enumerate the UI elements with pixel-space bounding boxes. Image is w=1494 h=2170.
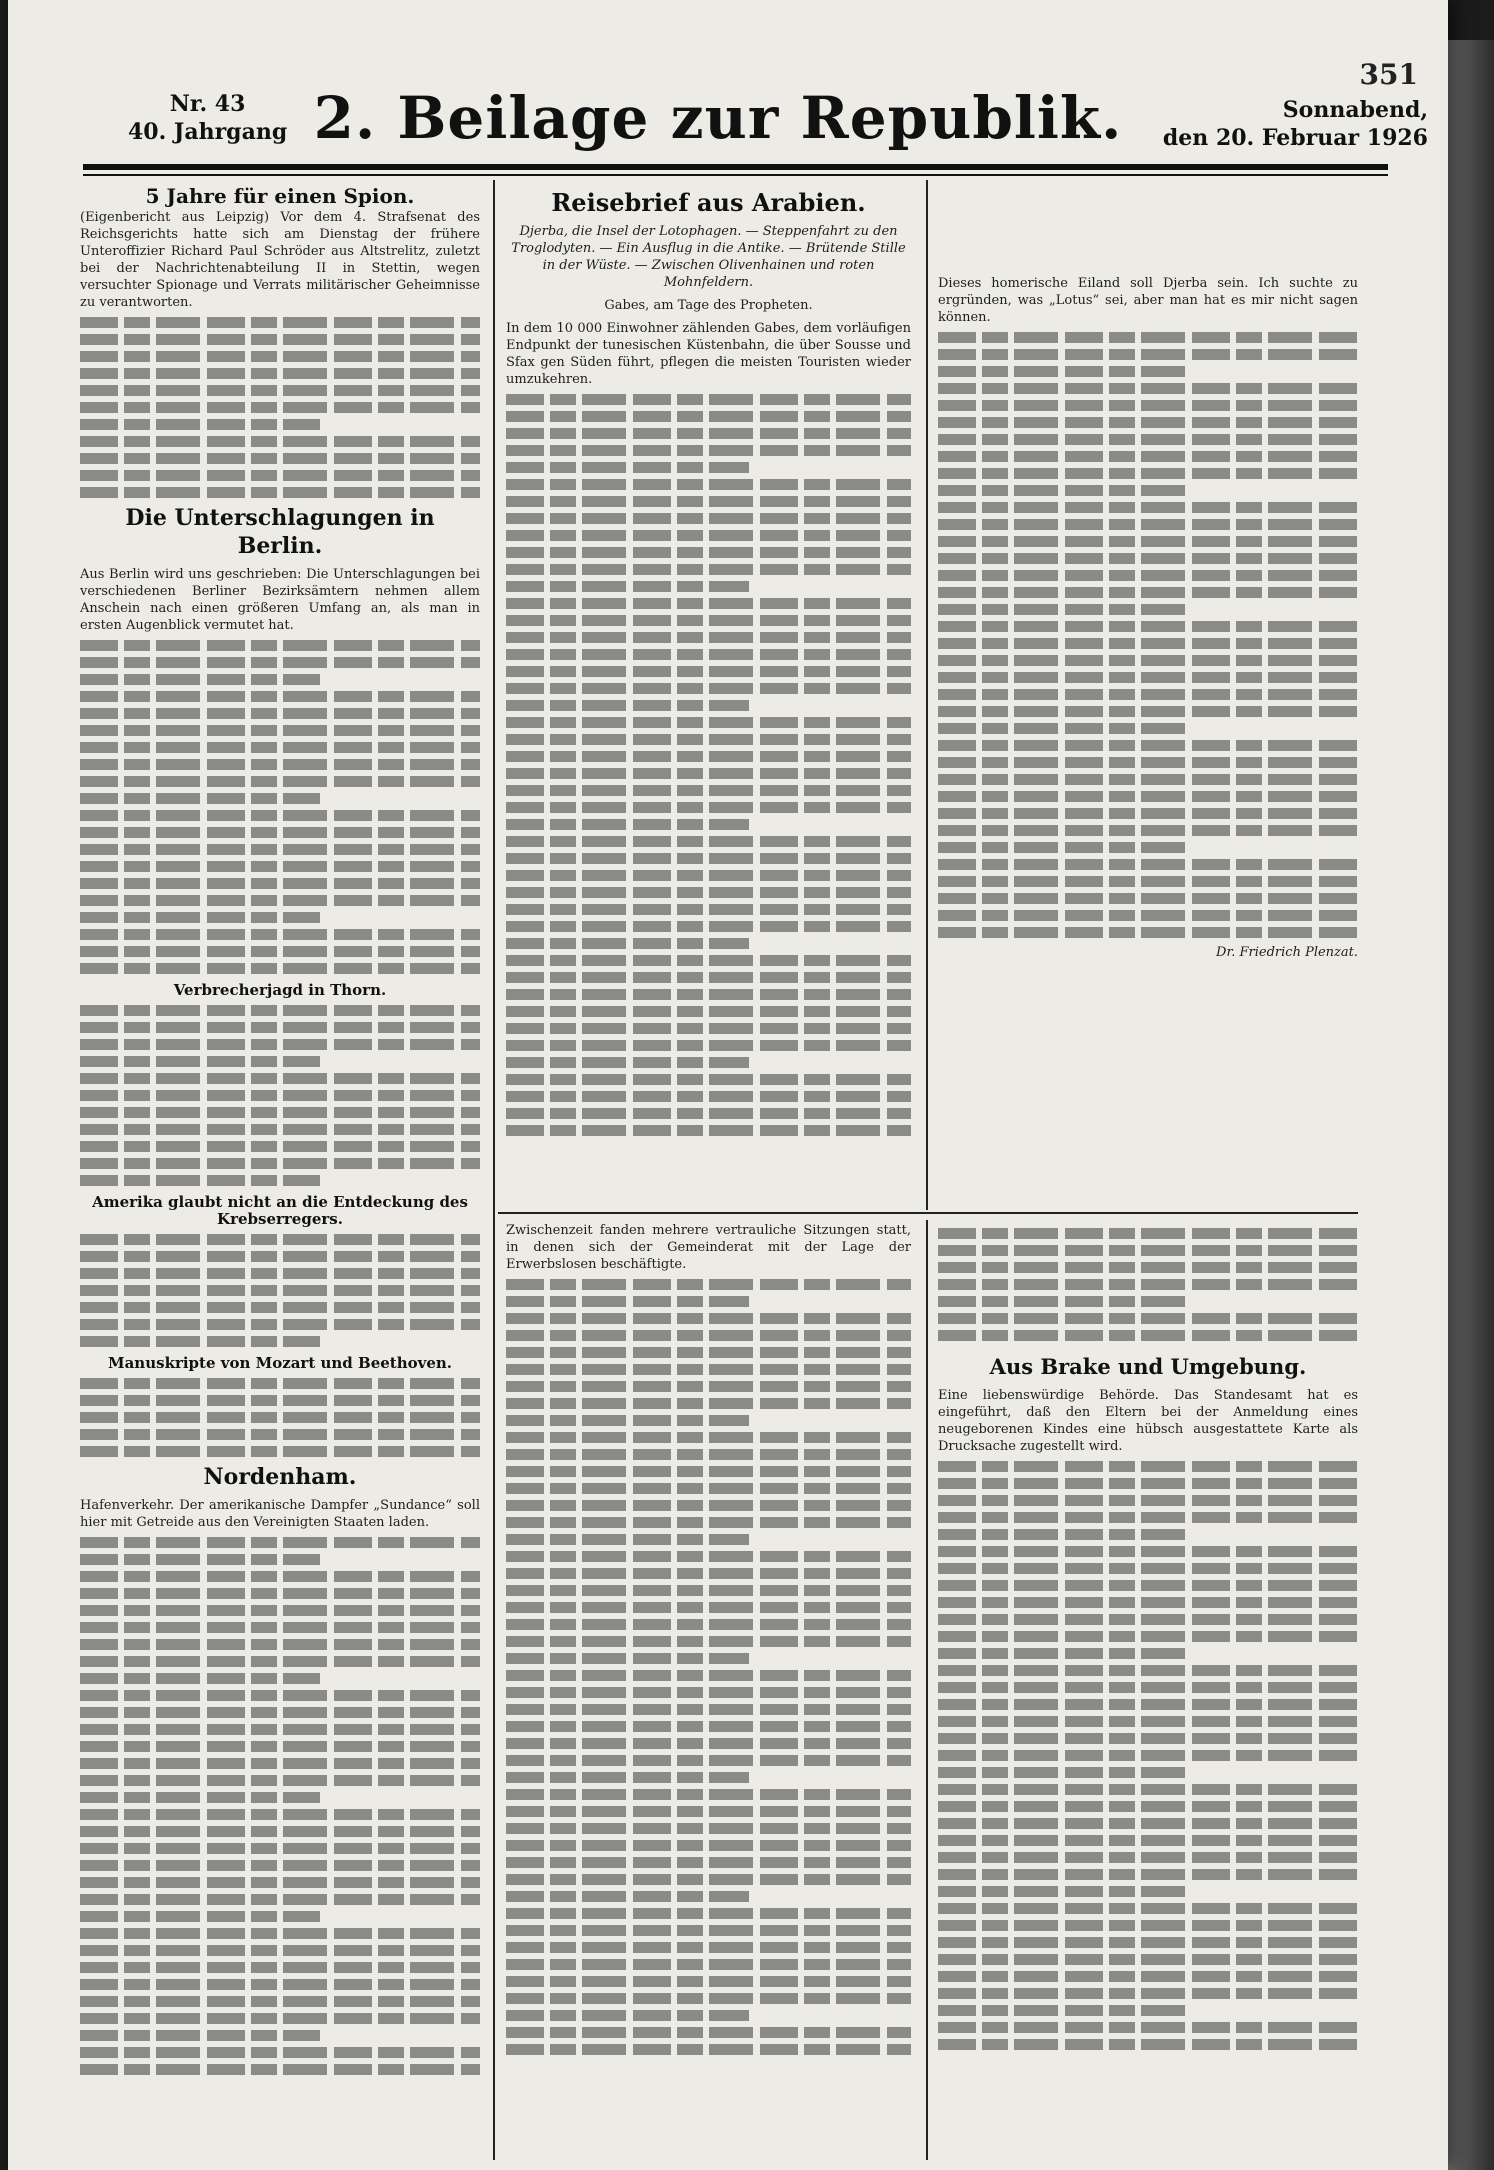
text-line — [506, 1381, 911, 1392]
text-line — [80, 1775, 480, 1786]
text-line — [938, 1580, 1358, 1591]
text-line — [938, 842, 1190, 853]
text-line — [80, 657, 480, 668]
text-line — [80, 317, 480, 328]
text-line — [506, 1040, 911, 1051]
text-line — [938, 1801, 1358, 1812]
text-line — [80, 1446, 480, 1457]
masthead-title: 2. Beilage zur Republik. — [313, 84, 1123, 152]
article-title-reisebrief: Reisebrief aus Arabien. — [551, 188, 866, 217]
newspaper-page — [8, 0, 1448, 2170]
text-line — [938, 655, 1358, 666]
text-line — [506, 751, 911, 762]
text-line — [506, 1721, 911, 1732]
text-line — [506, 1840, 911, 1851]
text-line — [506, 513, 911, 524]
text-line — [938, 1330, 1358, 1341]
text-line — [506, 734, 911, 745]
text-line — [938, 1784, 1358, 1795]
text-line — [80, 1690, 480, 1701]
text-line — [506, 2027, 911, 2038]
text-line — [938, 1546, 1358, 1557]
text-line — [938, 1478, 1358, 1489]
text-line — [938, 1971, 1358, 1982]
text-line — [506, 1925, 911, 1936]
text-line — [80, 470, 480, 481]
text-line — [938, 859, 1358, 870]
text-line — [938, 587, 1358, 598]
text-line — [506, 1279, 911, 1290]
text-line — [80, 1809, 480, 1820]
text-line — [506, 938, 749, 949]
text-line — [80, 844, 480, 855]
text-line — [80, 776, 480, 787]
dateline: Gabes, am Tage des Propheten. — [604, 298, 813, 313]
text-line — [506, 496, 911, 507]
text-line — [938, 1852, 1358, 1863]
text-line — [80, 1234, 480, 1245]
article-text-gemeinderat: Zwischenzeit fanden mehrere vertrauliche Sitzungen statt, in denen sich der Gemeinderat mit der Lage der Erwerbslosen beschäftigte. — [506, 1223, 911, 1272]
text-line — [80, 1928, 480, 1939]
section-divider — [498, 1212, 1358, 1214]
text-line — [938, 1495, 1358, 1506]
text-line — [80, 1792, 320, 1803]
text-line — [80, 963, 480, 974]
article-title-amerika: Amerika glaubt nicht an die Entdeckung des Krebserregers. — [92, 1193, 468, 1228]
text-line — [80, 1336, 320, 1347]
text-line — [80, 1285, 480, 1296]
text-line — [80, 487, 480, 498]
article-title-nordenham: Nordenham. — [203, 1464, 357, 1490]
article-text-reisebrief: In dem 10 000 Einwohner zählenden Gabes, dem vorläufigen Endpunkt der tunesischen Küstenbahn, die über Sousse und Sfax gen Süden führt, pflegen die meisten Touristen wieder umzukehren. — [506, 321, 911, 387]
text-line — [938, 366, 1190, 377]
text-line — [506, 1908, 911, 1919]
text-line — [506, 1619, 911, 1630]
text-line — [938, 1869, 1358, 1880]
text-line — [506, 564, 911, 575]
text-line — [80, 1039, 480, 1050]
article-subtitle-reisebrief: Djerba, die Insel der Lotophagen. — Steppenfahrt zu den Troglodyten. — Ein Ausflug in die Antike. — Brütende Stille in der Wüste. — Zwischen Olivenhainen und roten Mohnfeldern. — [511, 224, 906, 290]
text-line — [80, 1412, 480, 1423]
bottom-middle-column — [506, 1222, 911, 2152]
text-line — [938, 536, 1358, 547]
text-line — [938, 927, 1358, 938]
text-line — [938, 604, 1190, 615]
text-line — [506, 1006, 911, 1017]
text-line — [506, 1364, 911, 1375]
text-line — [506, 1023, 911, 1034]
text-line — [938, 1296, 1190, 1307]
text-line — [80, 1962, 480, 1973]
text-line — [506, 921, 911, 932]
text-line — [80, 385, 480, 396]
date-info — [1163, 96, 1428, 152]
text-line — [80, 2047, 480, 2058]
text-line — [80, 1073, 480, 1084]
text-line — [506, 1959, 911, 1970]
text-line — [938, 1648, 1190, 1659]
text-line — [506, 1568, 911, 1579]
text-line — [506, 1585, 911, 1596]
text-line — [80, 1429, 480, 1440]
text-line — [506, 904, 911, 915]
text-line — [80, 1639, 480, 1650]
text-line — [80, 1758, 480, 1769]
text-line — [506, 1942, 911, 1953]
text-line — [506, 632, 911, 643]
text-line — [80, 912, 320, 923]
text-line — [938, 1750, 1358, 1761]
text-line — [80, 1860, 480, 1871]
section-title-brake: Aus Brake und Umgebung. — [989, 1354, 1307, 1379]
text-line — [506, 1891, 749, 1902]
text-line — [80, 742, 480, 753]
text-line — [506, 530, 911, 541]
text-line — [506, 1313, 911, 1324]
text-line — [506, 1398, 911, 1409]
author-signature: Dr. Friedrich Plenzat. — [1216, 945, 1358, 960]
article-title-unterschlagungen: Die Unterschlagungen in Berlin. — [125, 505, 435, 559]
text-line — [80, 810, 480, 821]
text-line — [506, 1687, 911, 1698]
text-line — [938, 451, 1358, 462]
text-line — [506, 1432, 911, 1443]
text-line — [80, 2064, 480, 2075]
text-line — [80, 895, 480, 906]
issue-info — [128, 90, 287, 146]
text-line — [80, 1945, 480, 1956]
text-line — [506, 1500, 911, 1511]
text-line — [506, 666, 911, 677]
text-line — [506, 989, 911, 1000]
column-divider-1 — [493, 180, 495, 2160]
text-line — [506, 1074, 911, 1085]
text-line — [938, 672, 1358, 683]
text-line — [506, 1108, 911, 1119]
column-divider-3 — [926, 1220, 928, 2160]
text-line — [506, 972, 911, 983]
text-line — [938, 1937, 1358, 1948]
text-line — [506, 411, 911, 422]
text-line — [938, 1699, 1358, 1710]
text-line — [506, 1551, 911, 1562]
text-line — [80, 1826, 480, 1837]
text-line — [938, 1682, 1358, 1693]
text-line — [80, 1656, 480, 1667]
text-line — [80, 827, 480, 838]
text-line — [938, 434, 1358, 445]
text-line — [506, 1738, 911, 1749]
text-line — [80, 1158, 480, 1169]
text-line — [80, 453, 480, 464]
text-line — [506, 1704, 911, 1715]
left-column — [80, 180, 480, 2160]
text-line — [506, 1857, 911, 1868]
text-line — [938, 1597, 1358, 1608]
text-line — [938, 1614, 1358, 1625]
text-line — [80, 334, 480, 345]
column-divider-2 — [926, 180, 928, 1210]
text-line — [938, 1529, 1190, 1540]
text-line — [80, 946, 480, 957]
text-line — [506, 1602, 911, 1613]
text-line — [938, 1903, 1358, 1914]
text-line — [80, 1319, 480, 1330]
text-line — [938, 1665, 1358, 1676]
text-line — [506, 1125, 911, 1136]
text-line — [80, 1141, 480, 1152]
text-line — [80, 691, 480, 702]
text-line — [938, 1767, 1190, 1778]
text-line — [506, 819, 749, 830]
text-line — [938, 791, 1358, 802]
text-line — [506, 598, 911, 609]
article-title-manuskripte: Manuskripte von Mozart und Beethoven. — [107, 1354, 453, 1372]
text-line — [506, 870, 911, 881]
text-line — [506, 1330, 911, 1341]
text-line — [80, 1124, 480, 1135]
text-line — [80, 674, 320, 685]
text-line — [80, 861, 480, 872]
weekday: Sonnabend, — [1282, 97, 1428, 123]
text-line — [938, 553, 1358, 564]
text-line — [938, 2022, 1358, 2033]
text-line — [80, 368, 480, 379]
text-line — [80, 1175, 320, 1186]
text-line — [506, 1466, 911, 1477]
middle-column — [506, 185, 911, 1205]
text-line — [80, 1571, 480, 1582]
text-line — [506, 836, 911, 847]
text-line — [938, 1512, 1358, 1523]
text-line — [80, 351, 480, 362]
text-line — [80, 1588, 480, 1599]
text-line — [80, 793, 320, 804]
bottom-right-column — [938, 1222, 1358, 2152]
text-line — [938, 1818, 1358, 1829]
text-line — [506, 2010, 749, 2021]
text-line — [506, 1874, 911, 1885]
article-title-spion: 5 Jahre für einen Spion. — [145, 184, 415, 208]
text-line — [938, 1886, 1190, 1897]
text-line — [506, 1636, 911, 1647]
text-line — [938, 1228, 1358, 1239]
text-line — [506, 1993, 911, 2004]
text-line — [506, 1976, 911, 1987]
text-line — [938, 1954, 1358, 1965]
text-line — [80, 1302, 480, 1313]
text-line — [938, 383, 1358, 394]
article-title-verbrecherjagd: Verbrecherjagd in Thorn. — [173, 981, 387, 999]
text-line — [938, 740, 1358, 751]
text-line — [938, 485, 1190, 496]
text-line — [938, 1279, 1358, 1290]
article-text-spion: (Eigenbericht aus Leipzig) Vor dem 4. Strafsenat des Reichsgerichts hatte sich am Dienstag der frühere Unteroffizier Richard Paul Schröder aus Altstrelitz, zuletzt bei der Nachrichtenabteilung II in Stettin, wegen versuchter Spionage und Verrats militärischer Geheimnisse zu verantworten. — [80, 210, 480, 310]
text-line — [80, 725, 480, 736]
text-line — [80, 1877, 480, 1888]
issue-number: Nr. 43 — [169, 91, 246, 117]
text-line — [80, 1911, 320, 1922]
article-text-reisebrief-cont: Dieses homerische Eiland soll Djerba sein. Ich suchte zu ergründen, was „Lotus“ sei, aber man hat es mir nicht sagen können. — [938, 276, 1358, 325]
text-line — [80, 1605, 480, 1616]
text-line — [506, 394, 911, 405]
text-line — [80, 929, 480, 940]
header-rule-thin — [83, 174, 1388, 176]
text-line — [506, 479, 911, 490]
text-line — [506, 1347, 911, 1358]
text-line — [80, 1843, 480, 1854]
text-line — [506, 445, 911, 456]
text-line — [506, 1057, 749, 1068]
text-line — [80, 402, 480, 413]
text-line — [506, 785, 911, 796]
text-line — [938, 689, 1358, 700]
text-line — [506, 581, 749, 592]
text-line — [80, 1090, 480, 1101]
text-line — [506, 1091, 911, 1102]
text-line — [80, 1022, 480, 1033]
text-line — [80, 1395, 480, 1406]
article-text-nordenham: Hafenverkehr. Der amerikanische Dampfer „Sundance“ soll hier mit Getreide aus den Vereinigten Staaten laden. — [80, 1498, 480, 1530]
text-line — [938, 706, 1358, 717]
text-line — [506, 547, 911, 558]
text-line — [938, 1313, 1358, 1324]
text-line — [506, 1534, 749, 1545]
text-line — [938, 1563, 1358, 1574]
text-line — [938, 417, 1358, 428]
text-line — [80, 759, 480, 770]
text-line — [506, 1823, 911, 1834]
text-line — [506, 1755, 911, 1766]
text-line — [80, 1673, 320, 1684]
text-line — [80, 1378, 480, 1389]
volume: 40. Jahrgang — [128, 119, 288, 145]
text-line — [80, 1056, 320, 1067]
text-line — [506, 717, 911, 728]
text-line — [80, 1554, 320, 1565]
text-line — [938, 774, 1358, 785]
text-line — [938, 502, 1358, 513]
text-line — [80, 436, 480, 447]
text-line — [80, 708, 480, 719]
text-line — [506, 1670, 911, 1681]
text-line — [80, 1107, 480, 1118]
text-line — [938, 332, 1358, 343]
text-line — [938, 468, 1358, 479]
text-line — [938, 1461, 1358, 1472]
text-line — [80, 1741, 480, 1752]
text-line — [80, 2030, 320, 2041]
text-line — [938, 570, 1358, 581]
text-line — [938, 893, 1358, 904]
text-line — [506, 462, 749, 473]
text-line — [938, 2005, 1190, 2016]
text-line — [506, 1789, 911, 1800]
page-number: 351 — [1359, 58, 1418, 91]
text-line — [80, 1537, 480, 1548]
text-line — [506, 1517, 911, 1528]
text-line — [938, 1920, 1358, 1931]
text-line — [938, 1835, 1358, 1846]
text-line — [506, 1483, 911, 1494]
text-line — [938, 1245, 1358, 1256]
text-line — [506, 768, 911, 779]
text-line — [80, 2013, 480, 2024]
text-line — [506, 853, 911, 864]
text-line — [938, 519, 1358, 530]
text-line — [506, 887, 911, 898]
text-line — [938, 1262, 1358, 1273]
right-column — [938, 275, 1358, 1205]
text-line — [506, 1806, 911, 1817]
text-line — [938, 638, 1358, 649]
text-line — [506, 1449, 911, 1460]
text-line — [938, 400, 1358, 411]
text-line — [938, 876, 1358, 887]
text-line — [80, 1622, 480, 1633]
text-line — [938, 1716, 1358, 1727]
date: den 20. Februar 1926 — [1162, 125, 1428, 151]
text-line — [506, 1296, 749, 1307]
section-text-brake: Eine liebenswürdige Behörde. Das Standesamt hat es eingeführt, daß den Eltern bei der Anmeldung eines neugeborenen Kindes eine hübsch ausgestattete Karte als Drucksache zugestellt wird. — [938, 1388, 1358, 1454]
text-line — [938, 757, 1358, 768]
text-line — [80, 1251, 480, 1262]
text-line — [506, 1415, 749, 1426]
text-line — [506, 955, 911, 966]
text-line — [938, 1988, 1358, 1999]
text-line — [80, 1005, 480, 1016]
text-line — [80, 1707, 480, 1718]
text-line — [506, 700, 749, 711]
text-line — [80, 419, 320, 430]
text-line — [938, 910, 1358, 921]
text-line — [80, 1979, 480, 1990]
text-line — [938, 723, 1190, 734]
text-line — [506, 2044, 911, 2055]
text-line — [80, 1268, 480, 1279]
text-line — [80, 1894, 480, 1905]
text-line — [938, 621, 1358, 632]
text-line — [80, 1996, 480, 2007]
text-line — [506, 1653, 749, 1664]
article-text-unterschlagungen: Aus Berlin wird uns geschrieben: Die Unterschlagungen bei verschiedenen Berliner Bezirksämtern nehmen allem Anschein nach einen größeren Umfang an, als man in ersten Augenblick vermutet hat. — [80, 567, 480, 633]
text-line — [506, 683, 911, 694]
text-line — [938, 2039, 1358, 2050]
text-line — [506, 1772, 749, 1783]
text-line — [938, 1733, 1358, 1744]
text-line — [506, 428, 911, 439]
text-line — [938, 825, 1358, 836]
header-rule — [83, 164, 1388, 170]
text-line — [938, 349, 1358, 360]
text-line — [80, 640, 480, 651]
text-line — [506, 649, 911, 660]
text-line — [938, 808, 1358, 819]
text-line — [80, 1724, 480, 1735]
text-line — [506, 615, 911, 626]
text-line — [938, 1631, 1358, 1642]
text-line — [506, 802, 911, 813]
text-line — [80, 878, 480, 889]
